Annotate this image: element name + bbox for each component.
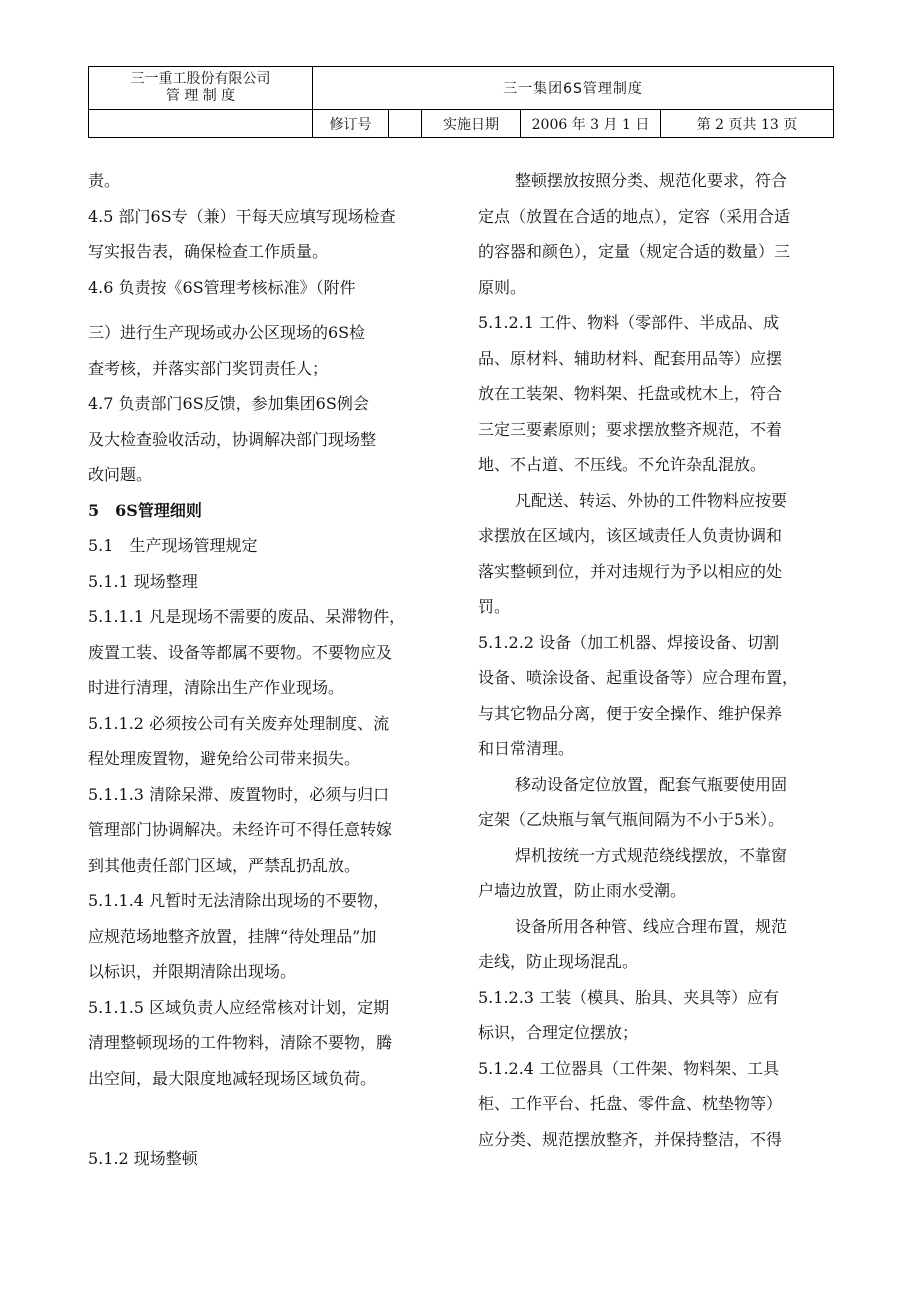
left-column — [88, 163, 458, 1177]
paragraph-line: 5.1.2.2 设备（加工机器、焊接设备、切割 — [478, 632, 780, 652]
paragraph-line: 应规范场地整齐放置，挂牌“待处理品”加 — [88, 926, 377, 946]
paragraph-line: 罚。 — [478, 597, 511, 616]
paragraph-line: 4.6 负责按《6S管理考核标准》（附件 — [88, 277, 356, 297]
paragraph-line: 4.7 负责部门6S反馈，参加集团6S例会 — [88, 394, 369, 413]
right-column — [478, 163, 838, 1157]
revision-label: 修订号 — [313, 110, 389, 138]
paragraph-line: 废置工装、设备等都属不要物。不要物应及 — [88, 642, 393, 662]
paragraph-line: 清理整顿现场的工件物料，清除不要物，腾 — [88, 1033, 393, 1052]
subsection-heading: 5.1.1 现场整理 — [88, 571, 198, 591]
document-type: 管 理 制 度 — [165, 88, 236, 104]
document-header-table — [88, 66, 834, 138]
empty-cell — [89, 110, 313, 138]
paragraph-line: 5.1.1.2 必须按公司有关废弃处理制度、流 — [88, 713, 390, 733]
paragraph-line: 应分类、规范摆放整齐，并保持整洁，不得 — [478, 1129, 783, 1149]
paragraph-line: 管理部门协调解决。未经许可不得任意转嫁 — [88, 820, 393, 839]
paragraph-line: 4.5 部门6S专（兼）干每天应填写现场检查 — [88, 206, 396, 226]
paragraph-line: 程处理废置物，避免给公司带来损失。 — [88, 749, 361, 768]
document-title: 三一集团6S管理制度 — [313, 67, 834, 110]
paragraph-line: 落实整顿到位，并对违规行为予以相应的处 — [478, 561, 783, 581]
paragraph-line: 凡配送、转运、外协的工件物料应按要 — [515, 490, 788, 510]
section-heading: 5 6S管理细则 — [88, 500, 202, 520]
paragraph-line: 的容器和颜色），定量（规定合适的数量）三 — [478, 242, 791, 261]
blank-spacer — [88, 1096, 458, 1141]
paragraph-line: 出空间，最大限度地减轻现场区域负荷。 — [88, 1068, 377, 1088]
paragraph-line: 走线，防止现场混乱。 — [478, 952, 639, 971]
paragraph-line: 柜、工作平台、托盘、零件盒、枕垫物等） — [478, 1094, 783, 1113]
company-cell — [89, 67, 313, 110]
paragraph-line: 三）进行生产现场或办公区现场的6S检 — [88, 323, 366, 342]
paragraph-line: 及大检查验收活动，协调解决部门现场整 — [88, 429, 377, 449]
paragraph-line: 三定三要素原则；要求摆放整齐规范，不着 — [478, 419, 783, 439]
paragraph-line: 5.1.2.3 工装（模具、胎具、夹具等）应有 — [478, 987, 780, 1007]
paragraph-line: 和日常清理。 — [478, 739, 575, 758]
subsection-heading: 5.1 生产现场管理规定 — [88, 536, 258, 555]
paragraph-line: 到其他责任部门区域，严禁乱扔乱放。 — [88, 855, 361, 875]
paragraph-line: 户墙边放置，防止雨水受潮。 — [478, 881, 687, 900]
paragraph-line: 求摆放在区域内，该区域责任人负责协调和 — [478, 526, 783, 545]
paragraph-line: 设备所用各种管、线应合理布置，规范 — [515, 916, 788, 936]
paragraph-line: 原则。 — [478, 277, 527, 297]
paragraph-line: 改问题。 — [88, 465, 153, 484]
paragraph-line: 5.1.1.4 凡暂时无法清除出现场的不要物， — [88, 891, 390, 910]
paragraph-line: 责。 — [88, 171, 121, 190]
paragraph-line: 品、原材料、辅助材料、配套用品等）应摆 — [478, 348, 783, 368]
paragraph-line: 标识，合理定位摆放； — [478, 1023, 639, 1042]
paragraph-line: 设备、喷涂设备、起重设备等）应合理布置， — [478, 668, 799, 687]
paragraph-line: 5.1.1.3 清除呆滞、废置物时，必须与归口 — [88, 784, 390, 804]
paragraph-line: 以标识，并限期清除出现场。 — [88, 962, 297, 981]
date-value: 2006 年 3 月 1 日 — [521, 110, 661, 138]
paragraph-line: 焊机按统一方式规范绕线摆放，不靠窗 — [515, 845, 788, 865]
paragraph-line: 放在工装架、物料架、托盘或枕木上，符合 — [478, 384, 783, 403]
paragraph-line: 与其它物品分离，便于安全操作、维护保养 — [478, 703, 783, 723]
paragraph-line: 定点（放置在合适的地点），定容（采用合适 — [478, 206, 791, 226]
subsection-heading: 5.1.2 现场整顿 — [88, 1149, 198, 1168]
paragraph-line: 查考核，并落实部门奖罚责任人； — [88, 358, 329, 378]
paragraph-line: 5.1.1.1 凡是现场不需要的废品、呆滞物件， — [88, 607, 406, 626]
paragraph-line: 移动设备定位放置，配套气瓶要使用固 — [515, 774, 788, 794]
paragraph-line: 5.1.1.5 区域负责人应经常核对计划，定期 — [88, 997, 390, 1017]
paragraph-line: 定架（乙炔瓶与氧气瓶间隔为不小于5米）。 — [478, 810, 785, 829]
revision-value — [389, 110, 422, 138]
date-label: 实施日期 — [422, 110, 521, 138]
paragraph-line: 5.1.2.1 工件、物料（零部件、半成品、成 — [478, 313, 780, 332]
paragraph-line: 时进行清理，清除出生产作业现场。 — [88, 678, 345, 697]
company-name: 三一重工股份有限公司 — [130, 71, 271, 87]
paragraph-line: 5.1.2.4 工位器具（工件架、物料架、工具 — [478, 1058, 780, 1078]
paragraph-line: 地、不占道、不压线。不允许杂乱混放。 — [478, 455, 767, 474]
page-info: 第 2 页共 13 页 — [661, 110, 834, 138]
paragraph-line: 整顿摆放按照分类、规范化要求，符合 — [515, 171, 788, 190]
paragraph-line: 写实报告表，确保检查工作质量。 — [88, 242, 329, 261]
